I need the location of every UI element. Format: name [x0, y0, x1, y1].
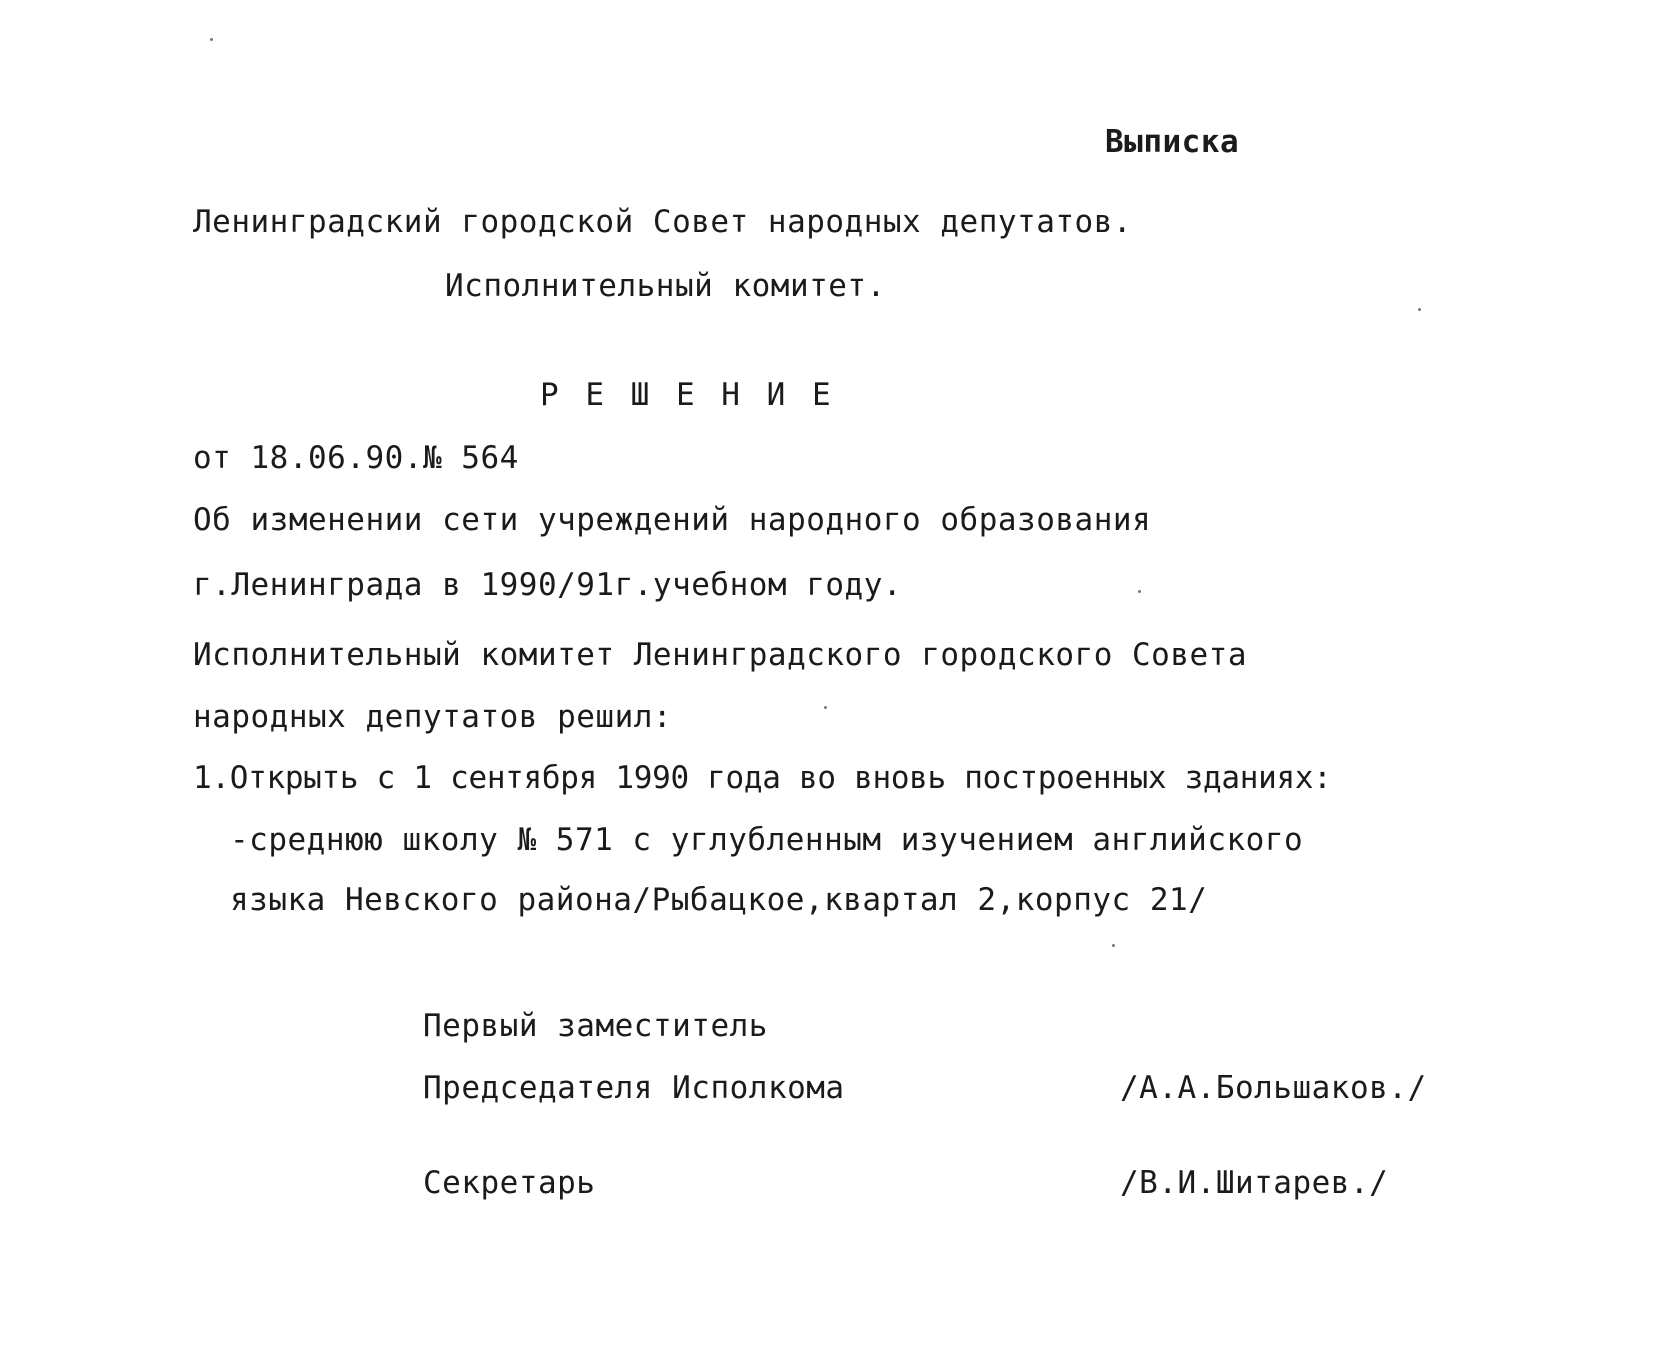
scan-speck: [210, 38, 213, 41]
item-1-sub-line-2: языка Невского района/Рыбацкое,квартал 2,корпус 21/: [230, 882, 1208, 918]
first-deputy-title-line-2: Председателя Исполкома: [423, 1070, 845, 1106]
first-deputy-name: /А.А.Большаков./: [1120, 1070, 1427, 1106]
preamble-line-2: народных депутатов решил:: [193, 699, 673, 735]
doc-type-heading: Выписка: [1105, 124, 1240, 160]
committee-line: Исполнительный комитет.: [445, 268, 886, 304]
scan-speck: [1112, 944, 1115, 947]
scan-speck: [1138, 590, 1141, 593]
subject-line-1: Об изменении сети учреждений народного образования: [193, 502, 1152, 538]
first-deputy-title-line-1: Первый заместитель: [423, 1008, 768, 1044]
date-number-line: от 18.06.90.№ 564: [193, 440, 519, 476]
decision-title: Р Е Ш Е Н И Е: [540, 377, 835, 413]
item-1-line: 1.Открыть с 1 сентября 1990 года во вновь построенных зданиях:: [193, 760, 1332, 796]
scan-speck: [1418, 308, 1421, 311]
issuer-line: Ленинградский городской Совет народных депутатов.: [193, 204, 1133, 240]
secretary-name: /В.И.Шитарев./: [1120, 1165, 1389, 1201]
scan-speck: [824, 706, 827, 709]
subject-line-2: г.Ленинграда в 1990/91г.учебном году.: [193, 567, 903, 603]
secretary-title: Секретарь: [423, 1165, 596, 1201]
item-1-sub-line-1: -среднюю школу № 571 с углубленным изучением английского: [230, 822, 1304, 858]
preamble-line-1: Исполнительный комитет Ленинградского городского Совета: [193, 637, 1247, 673]
